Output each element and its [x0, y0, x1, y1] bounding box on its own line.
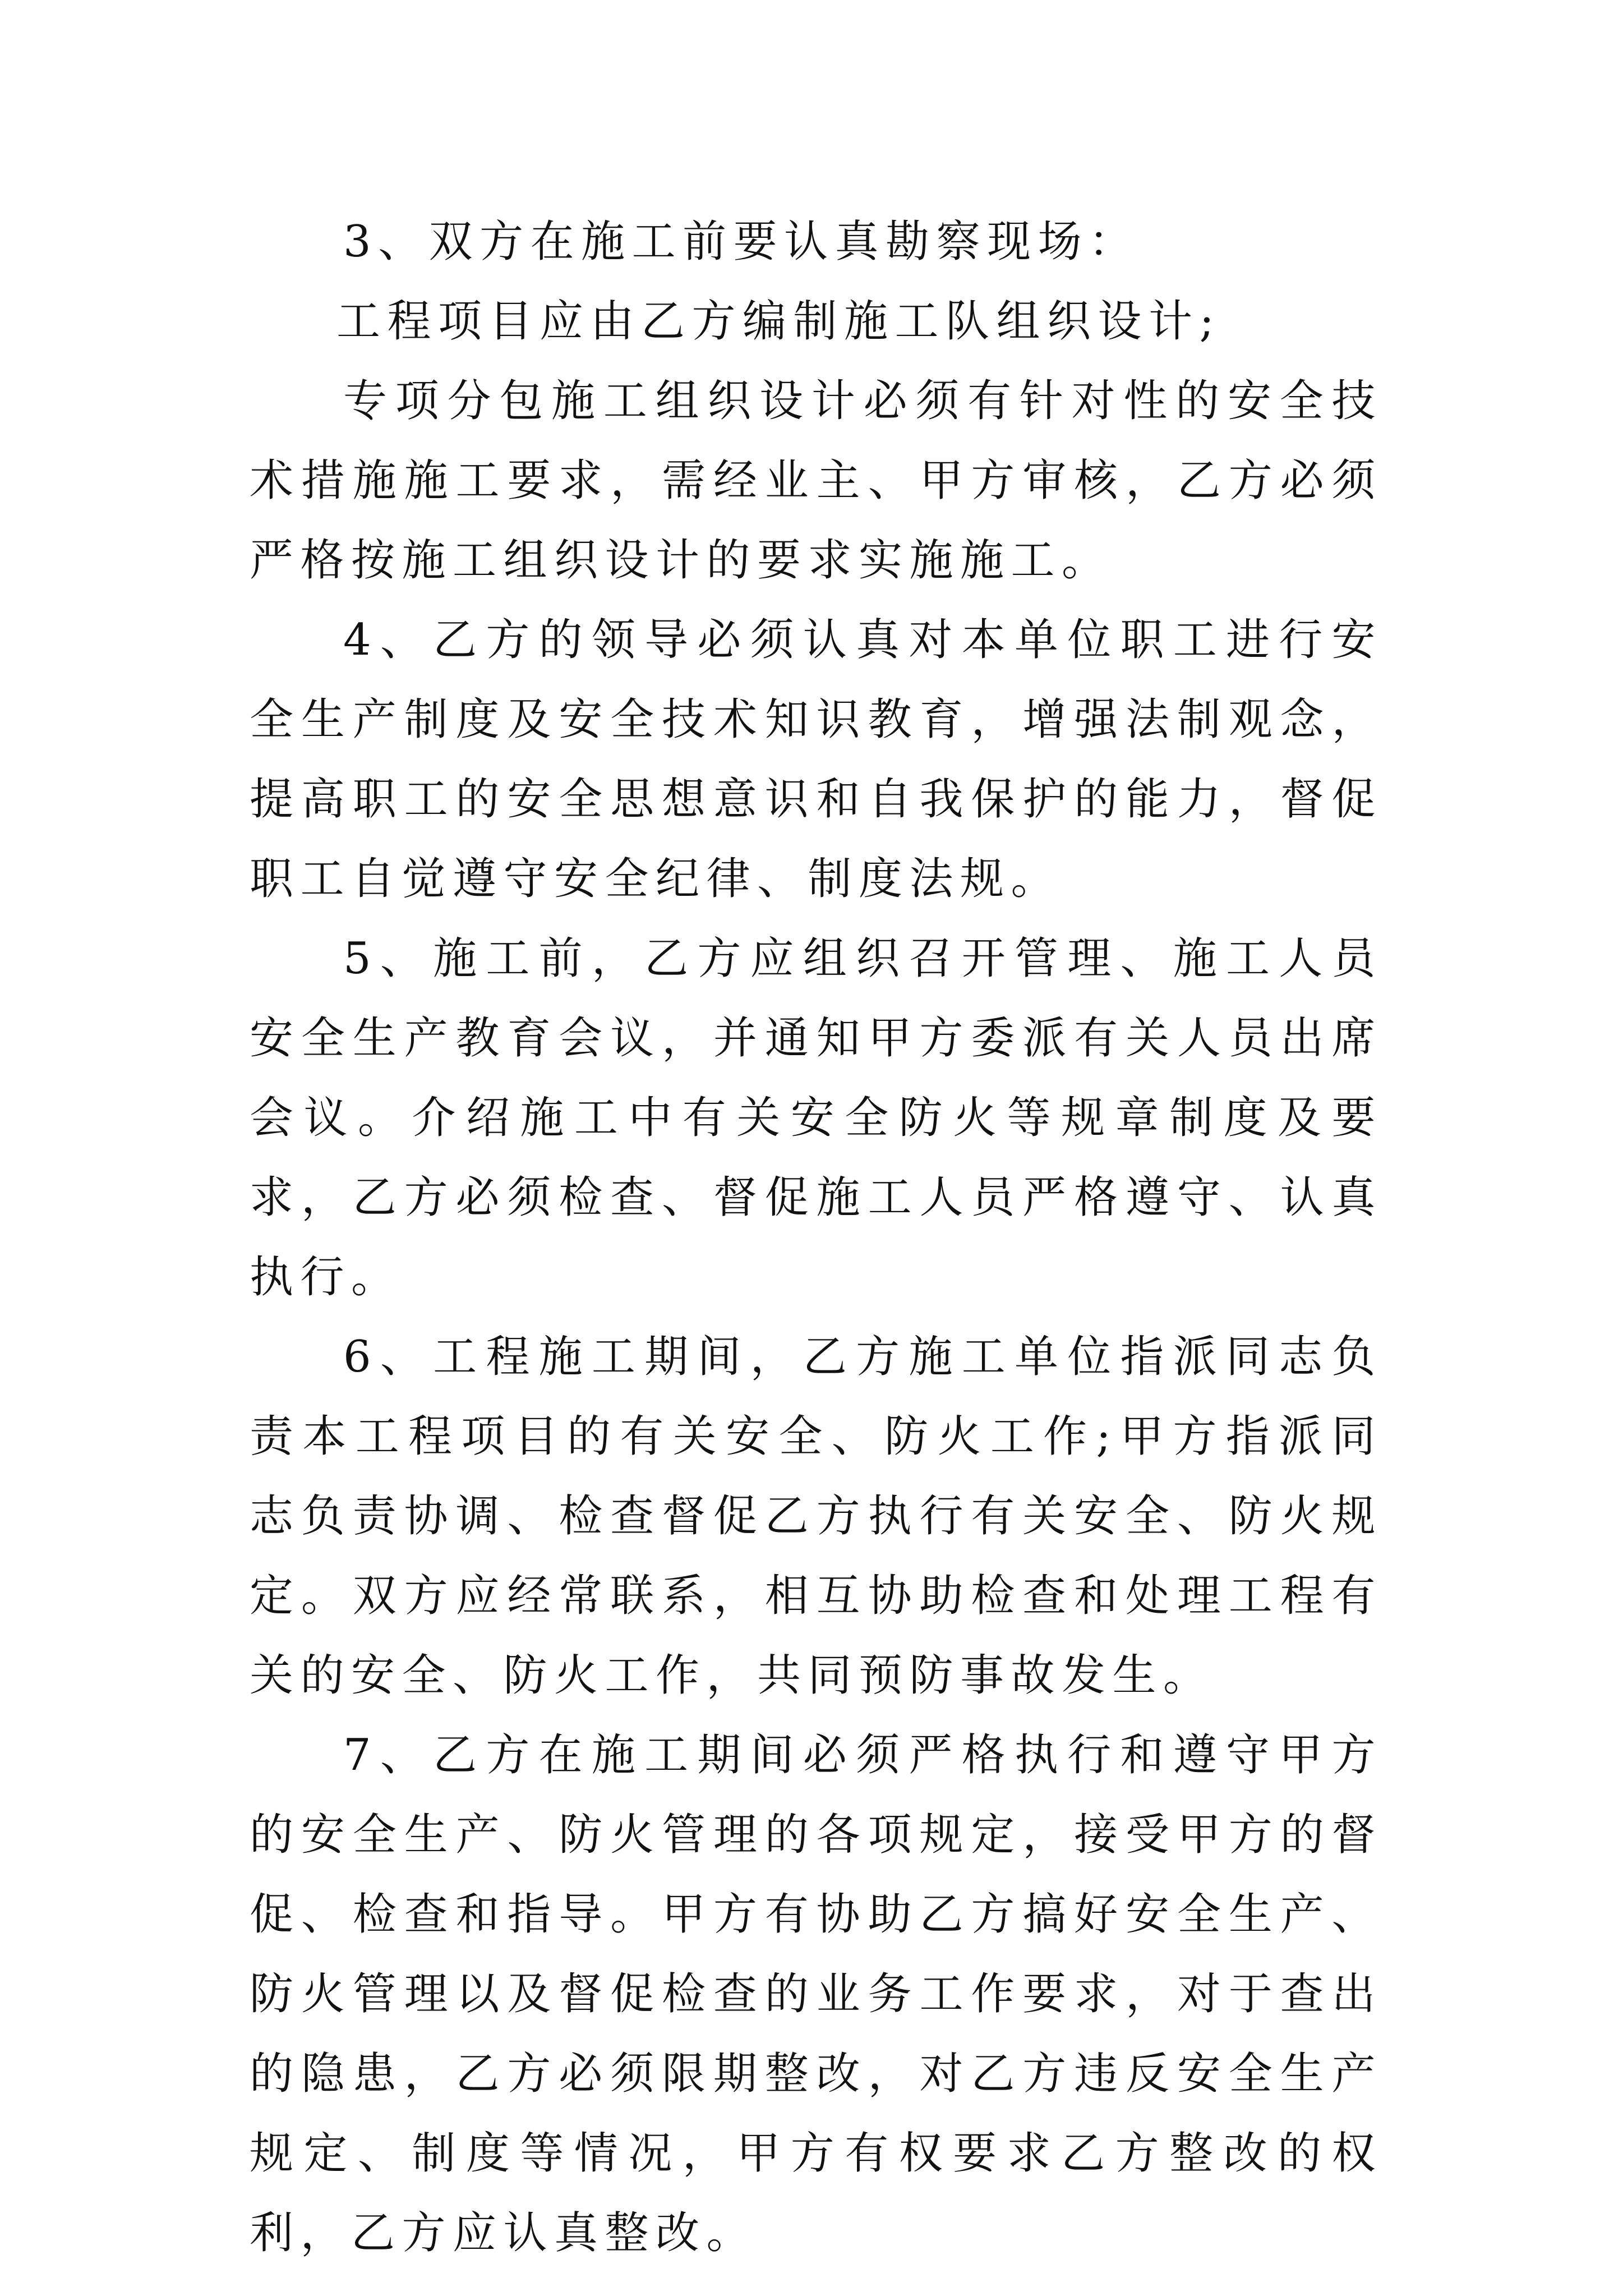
paragraph-subcontract-design: 专项分包施工组织设计必须有针对性的安全技术措施施工要求，需经业主、甲方审核，乙方必须严格按施工组织设计的要求实施施工。 [250, 376, 1382, 586]
paragraph-item-3: 3、双方在施工前要认真勘察现场： [343, 217, 1140, 267]
paragraph-item-6: 6、工程施工期间，乙方施工单位指派同志负责本工程项目的有关安全、防火工作;甲方指派同志负责协调、检查督促乙方执行有关安全、防火规定。双方应经常联系，相互协助检查和处理工程有关的安全、防火工作，共同预防事故发生。 [250, 1332, 1382, 1701]
paragraph-construction-design: 工程项目应由乙方编制施工队组织设计; [336, 296, 1221, 347]
document-body [250, 202, 1382, 2273]
paragraph-item-7: 7、乙方在施工期间必须严格执行和遵守甲方的安全生产、防火管理的各项规定，接受甲方的督促、检查和指导。甲方有协助乙方搞好安全生产、防火管理以及督促检查的业务工作要求，对于查出的隐患，乙方必须限期整改，对乙方违反安全生产规定、制度等情况，甲方有权要求乙方整改的权利，乙方应认真整改。 [250, 1730, 1382, 2258]
paragraph-item-4: 4、乙方的领导必须认真对本单位职工进行安全生产制度及安全技术知识教育，增强法制观念，提高职工的安全思想意识和自我保护的能力，督促职工自觉遵守安全纪律、制度法规。 [250, 615, 1382, 904]
paragraph-item-5: 5、施工前，乙方应组织召开管理、施工人员安全生产教育会议，并通知甲方委派有关人员出席会议。介绍施工中有关安全防火等规章制度及要求，乙方必须检查、督促施工人员严格遵守、认真执行。 [250, 933, 1382, 1303]
